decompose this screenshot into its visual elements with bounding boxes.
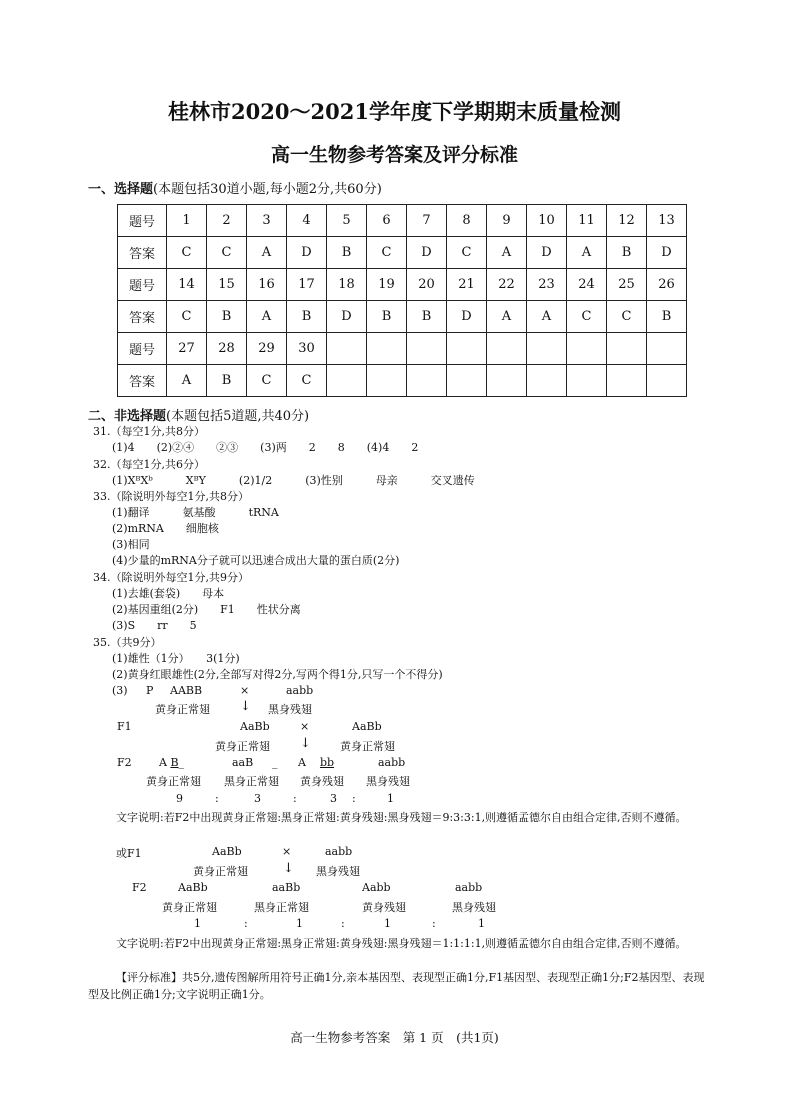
table-cell: D [527,237,567,269]
cross1-colon1: : [215,792,219,805]
explanation-2: 文字说明:若F2中出现黄身正常翅:黑身正常翅:黄身残翅:黑身残翅＝1:1:1:1,则遵循孟德尔自由组合定律,否则不遵循。 [116,937,687,950]
cross1-e1: 黄身正常翅 [146,775,201,788]
section2-heading [88,405,309,424]
table-cell: C [287,365,327,397]
table-cell [367,365,407,397]
table-cell: 2 [207,205,247,237]
table-cell: 10 [527,205,567,237]
table-cell: 30 [287,333,327,365]
cross2-e2: 黑身正常翅 [254,901,309,914]
q34-line3: (3)S rr 5 [112,619,197,632]
cross1-f1a-phenotype: 黄身正常翅 [215,740,270,753]
table-row-header: 题号 [118,205,167,237]
table-cell: B [327,237,367,269]
q32-head: 32.（每空1分,共6分） [93,458,205,471]
cross1-g1-c: _ [178,756,185,769]
table-cell: B [367,301,407,333]
table-cell [527,333,567,365]
table-row-header: 答案 [118,301,167,333]
table-cell [647,333,687,365]
q35-line1: (1)雄性（1分） 3(1分) [112,652,240,665]
cross1-F2: F2 [117,756,132,769]
table-row [118,237,687,269]
table-cell: 14 [167,269,207,301]
table-cell: 20 [407,269,447,301]
q33-line3: (3)相同 [112,538,150,551]
table-cell: 22 [487,269,527,301]
table-cell: B [607,237,647,269]
table-cell [647,365,687,397]
cross2-g1: AaBb [178,881,208,894]
table-cell: 4 [287,205,327,237]
table-cell: C [367,237,407,269]
table-cell [527,365,567,397]
table-cell: B [647,301,687,333]
table-cell: 1 [167,205,207,237]
table-cell: A [487,301,527,333]
cross1-g4: aabb [378,756,406,769]
table-cell: B [207,301,247,333]
table-row [118,365,687,397]
table-cell: C [207,237,247,269]
cross2-g3: Aabb [362,881,391,894]
cross1-ratio1: 9 [176,792,183,805]
q33-line2: (2)mRNA 细胞核 [112,522,219,535]
q35-line2: (2)黄身红眼雄性(2分,全部写对得2分,写两个得1分,只写一个不得分) [112,668,443,681]
q33-head: 33.（除说明外每空1分,共8分） [93,490,249,503]
table-row [118,205,687,237]
cross1-g2-blank: _ [272,756,278,769]
table-cell: A [247,237,287,269]
cross1-g2: aaB [232,756,254,769]
cross2-cross-sign: × [282,845,292,858]
table-cell: B [407,301,447,333]
table-cell: D [447,301,487,333]
cross1-ratio2: 3 [254,792,261,805]
table-cell: B [287,301,327,333]
cross2-colon2: : [341,917,345,930]
cross1-label-3: (3) [112,684,128,697]
q31-line1: (1)4 (2)②④ ②③ (3)两 2 8 (4)4 2 [112,441,419,454]
table-cell: 15 [207,269,247,301]
cross2-ratio3: 1 [384,917,391,930]
cross1-ratio4: 1 [387,792,394,805]
section2-label: 二、非选择题 [88,409,167,424]
table-cell: D [327,301,367,333]
cross1-cross-sign: × [240,684,250,697]
table-row-header: 题号 [118,269,167,301]
table-row [118,301,687,333]
cross1-P: P [146,684,154,697]
table-cell: C [247,365,287,397]
cross2-g2: aaBb [272,881,301,894]
scoring-standard: 【评分标准】共5分,遗传图解所用符号正确1分,亲本基因型、表现型正确1分,F1基因型、表现型正确1分;F2基因型、表现型及比例正确1分;文字说明正确1分。 [88,971,705,1001]
table-cell: A [247,301,287,333]
cross1-colon2: : [293,792,297,805]
cross1-g1-b: B [170,756,179,769]
table-cell: D [647,237,687,269]
table-cell: A [167,365,207,397]
answer-table [117,204,687,397]
cross1-g3-a: A [298,756,306,769]
cross1-colon3: : [352,792,356,805]
table-cell [407,333,447,365]
page-subtitle: 高一生物参考答案及评分标准 [270,144,518,166]
cross1-arrow-down-icon: ↓ [240,699,251,714]
table-cell [607,333,647,365]
cross2-e4: 黑身残翅 [452,901,496,914]
table-cell [447,365,487,397]
table-cell: 8 [447,205,487,237]
table-row [118,269,687,301]
cross2-b-genotype: aabb [325,845,353,858]
table-cell [327,365,367,397]
cross1-f1-cross-sign: × [300,720,310,733]
q31-head: 31.（每空1分,共8分） [93,425,205,438]
cross1-p2-genotype: aabb [286,684,314,697]
table-cell: 3 [247,205,287,237]
table-cell [327,333,367,365]
table-cell: 27 [167,333,207,365]
table-cell: D [407,237,447,269]
table-cell: 5 [327,205,367,237]
table-cell: 13 [647,205,687,237]
cross2-e1: 黄身正常翅 [162,901,217,914]
table-cell: 25 [607,269,647,301]
cross1-p1-genotype: AABB [170,684,203,697]
table-cell: 19 [367,269,407,301]
table-cell: C [607,301,647,333]
table-row [118,333,687,365]
cross2-colon1: : [244,917,248,930]
cross2-F2: F2 [132,881,147,894]
table-cell: C [447,237,487,269]
q34-line2: (2)基因重组(2分) F1 性状分离 [112,603,301,616]
table-row-header: 答案 [118,365,167,397]
q34-line1: (1)去雄(套袋) 母本 [112,587,225,600]
table-cell: 28 [207,333,247,365]
table-cell [607,365,647,397]
q33-line4: (4)少量的mRNA分子就可以迅速合成出大量的蛋白质(2分) [112,554,400,567]
cross1-e4: 黑身残翅 [366,775,410,788]
cross1-g1 [159,756,184,769]
table-cell: 9 [487,205,527,237]
cross2-arrow-down-icon: ↓ [283,861,294,876]
cross2-ratio1: 1 [194,917,201,930]
q35-head: 35.（共9分） [93,636,162,649]
table-cell: 23 [527,269,567,301]
cross1-g1-a: A [159,756,167,769]
table-cell: 12 [607,205,647,237]
table-cell [567,333,607,365]
cross2-a-genotype: AaBb [212,845,242,858]
section1-desc: (本题包括30道小题,每小题2分,共60分) [153,182,382,197]
table-cell: 16 [247,269,287,301]
table-row-header: 答案 [118,237,167,269]
table-cell [487,333,527,365]
cross1-f1-arrow-down-icon: ↓ [300,736,311,751]
cross1-F1: F1 [117,720,132,733]
cross2-colon3: : [432,917,436,930]
cross2-b-phenotype: 黑身残翅 [316,865,360,878]
cross1-f1b-phenotype: 黄身正常翅 [340,740,395,753]
cross1-e3: 黄身残翅 [300,775,344,788]
table-cell: 7 [407,205,447,237]
table-row-header: 题号 [118,333,167,365]
table-cell: C [167,301,207,333]
cross1-f1b-genotype: AaBb [352,720,382,733]
cross2-ratio4: 1 [478,917,485,930]
table-cell: 6 [367,205,407,237]
page-title: 桂林市2020～2021学年度下学期期末质量检测 [168,99,621,124]
table-cell: 24 [567,269,607,301]
cross1-g3 [298,756,334,769]
cross2-a-phenotype: 黄身正常翅 [193,865,248,878]
q33-line1: (1)翻译 氨基酸 tRNA [112,506,279,519]
cross2-e3: 黄身残翅 [362,901,406,914]
cross1-g3-b: bb [319,756,335,769]
table-cell: C [167,237,207,269]
table-cell: 18 [327,269,367,301]
cross2-or-F1: 或F1 [116,847,142,860]
table-cell: 17 [287,269,327,301]
cross2-ratio2: 1 [296,917,303,930]
cross1-p2-phenotype: 黑身残翅 [268,703,312,716]
table-cell: 29 [247,333,287,365]
q34-head: 34.（除说明外每空1分,共9分） [93,571,249,584]
table-cell: 21 [447,269,487,301]
page-footer: 高一生物参考答案 第 1 页 (共1页) [290,1030,499,1045]
table-cell: 11 [567,205,607,237]
table-cell [447,333,487,365]
cross2-g4: aabb [455,881,483,894]
cross1-f1a-genotype: AaBb [240,720,270,733]
cross1-e2: 黑身正常翅 [224,775,279,788]
table-cell: 26 [647,269,687,301]
table-cell [567,365,607,397]
section1-label: 一、选择题 [88,182,154,197]
table-cell [487,365,527,397]
table-cell [367,333,407,365]
table-cell [407,365,447,397]
table-cell: A [487,237,527,269]
section2-desc: (本题包括5道题,共40分) [166,409,310,424]
table-cell: B [207,365,247,397]
table-cell: D [287,237,327,269]
explanation-1: 文字说明:若F2中出现黄身正常翅:黑身正常翅:黄身残翅:黑身残翅＝9:3:3:1,则遵循孟德尔自由组合定律,否则不遵循。 [116,811,687,824]
table-cell: C [567,301,607,333]
cross1-p1-phenotype: 黄身正常翅 [155,703,210,716]
section1-heading [88,178,382,197]
cross1-ratio3: 3 [330,792,337,805]
table-cell: A [527,301,567,333]
table-cell: A [567,237,607,269]
q32-line1: (1)XᴮXᵇ XᴮY (2)1/2 (3)性别 母亲 交叉遗传 [112,474,475,487]
